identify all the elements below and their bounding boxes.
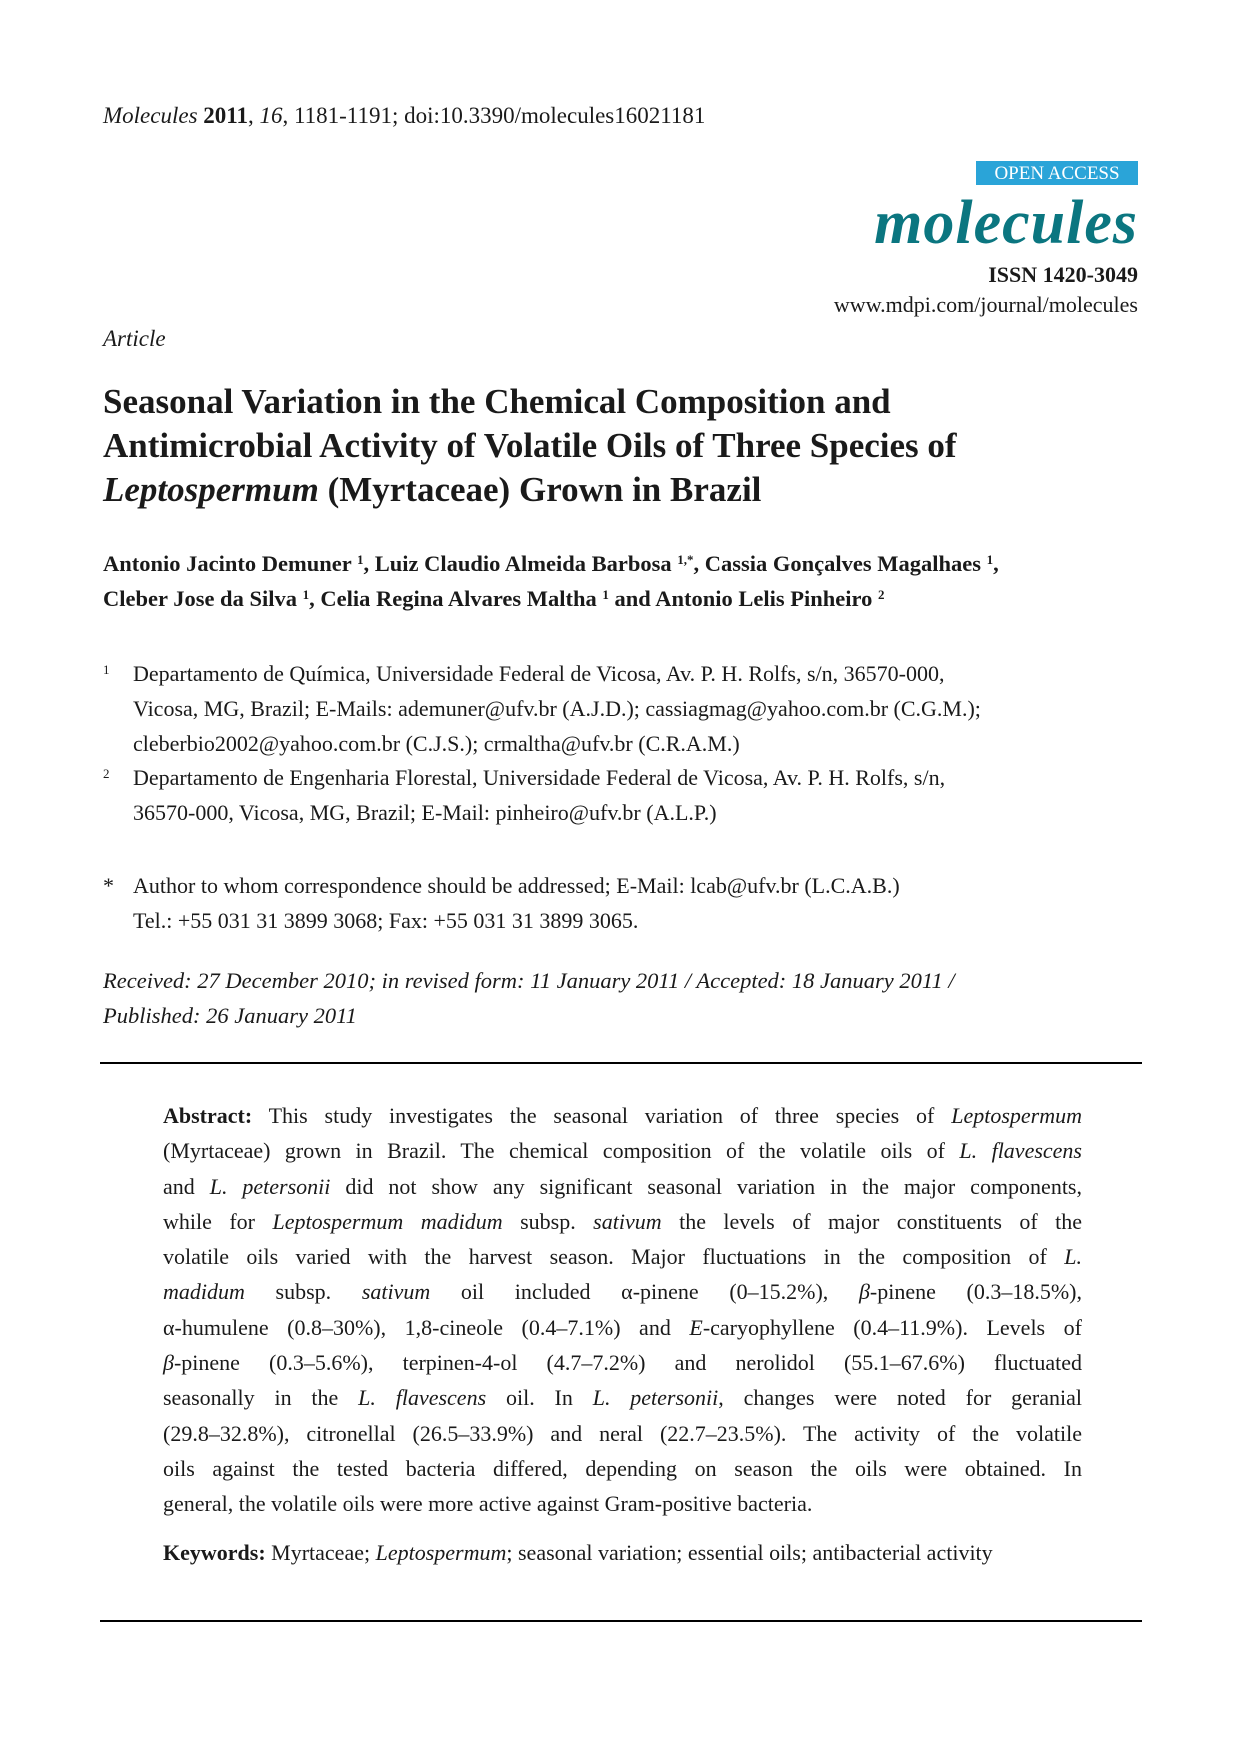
title-line-3 xyxy=(103,468,1153,512)
abstract-line xyxy=(163,1098,1082,1133)
abstract-label: Abstract: xyxy=(163,1103,253,1128)
correspondence-line: Tel.: +55 031 31 3899 3068; Fax: +55 031 31 3899 3065. xyxy=(133,908,639,933)
affiliation-number: 2 xyxy=(103,766,110,781)
author-name: Luiz Claudio Almeida Barbosa xyxy=(374,551,672,576)
affiliation-number: 1 xyxy=(103,662,110,677)
abstract-text: the levels of major constituents of the xyxy=(661,1208,1083,1234)
abstract-italic-term: β xyxy=(858,1279,870,1305)
abstract-text: (29.8–32.8%), citronellal (26.5–33.9%) and neral (22.7–23.5%). The activity of the volatile xyxy=(163,1420,1082,1446)
issn: ISSN 1420-3049 xyxy=(988,262,1138,287)
author-name: Antonio Jacinto Demuner xyxy=(103,551,352,576)
citation-line: Molecules 2011, 16, 1181-1191; doi:10.3390/molecules16021181 xyxy=(103,103,706,128)
affiliation-1 xyxy=(103,656,1143,761)
author-name: Celia Regina Alvares Maltha xyxy=(320,586,597,611)
affiliation-line: Departamento de Química, Universidade Federal de Vicosa, Av. P. H. Rolfs, s/n, 36570-000, xyxy=(133,661,945,686)
correspondence-mark: * xyxy=(103,873,114,898)
abstract-italic-term: L. petersonii xyxy=(209,1173,331,1199)
affiliation-line: Departamento de Engenharia Florestal, Universidade Federal de Vicosa, Av. P. H. Rolfs, s/n, xyxy=(133,765,946,790)
abstract-line xyxy=(163,1239,1082,1274)
abstract-text: α-humulene (0.8–30%), 1,8-cineole (0.4–7.1%) and xyxy=(163,1314,690,1340)
abstract-italic-term: sativum xyxy=(361,1279,431,1305)
abstract-line xyxy=(163,1133,1082,1168)
keywords-text: Myrtaceae; xyxy=(265,1540,376,1565)
abstract-text: (Myrtaceae) grown in Brazil. The chemical composition of the volatile oils of xyxy=(163,1138,960,1164)
abstract-line xyxy=(163,1380,1082,1415)
abstract-italic-term: sativum xyxy=(593,1208,662,1234)
abstract-text: while for xyxy=(163,1208,273,1234)
abstract-italic-term: Leptospermum xyxy=(951,1103,1082,1128)
affiliation-2 xyxy=(103,760,1143,830)
citation-pages-doi: , 1181-1191; doi:10.3390/molecules16021181 xyxy=(282,103,706,128)
divider-top xyxy=(100,1062,1142,1064)
title-genus: Leptospermum xyxy=(103,470,319,509)
abstract-italic-term: E xyxy=(689,1314,703,1340)
keyword-italic: Leptospermum xyxy=(375,1540,507,1565)
abstract-italic-term: L. xyxy=(1064,1244,1082,1270)
abstract-line xyxy=(163,1345,1082,1380)
correspondence-line: Author to whom correspondence should be addressed; E-Mail: lcab@ufv.br (L.C.A.B.) xyxy=(133,873,900,898)
publication-dates xyxy=(103,963,955,1033)
open-access-badge: OPEN ACCESS xyxy=(976,161,1138,185)
abstract-text: seasonally in the xyxy=(163,1385,359,1411)
author-line-2: Cleber Jose da Silva $^1$, Celia Regina Alvares Maltha $^1$ and Antonio Lelis Pinheiro $^2$ xyxy=(103,586,885,611)
author-affiliation-mark: 1 xyxy=(986,552,994,567)
abstract-text: oil included α-pinene (0–15.2%), xyxy=(430,1279,859,1305)
dates-line-2: Published: 26 January 2011 xyxy=(103,1003,357,1028)
correspondence-note xyxy=(103,868,1143,938)
article-type: Article xyxy=(103,326,166,351)
abstract-text: -pinene (0.3–5.6%), terpinen-4-ol (4.7–7.2%) and nerolidol (55.1–67.6%) fluctuated xyxy=(173,1350,1082,1376)
title-line-2: Antimicrobial Activity of Volatile Oils of Three Species of xyxy=(103,426,957,465)
journal-website[interactable]: www.mdpi.com/journal/molecules xyxy=(833,292,1138,317)
abstract-line xyxy=(163,1451,1082,1486)
abstract-italic-term: madidum xyxy=(163,1279,245,1305)
affiliation-line: Vicosa, MG, Brazil; E-Mails: ademuner@ufv.br (A.J.D.); cassiagmag@yahoo.com.br (C.G.M.); xyxy=(133,696,981,721)
dates-line-1: Received: 27 December 2010; in revised form: 11 January 2011 / Accepted: 18 January 2011 / xyxy=(103,968,955,993)
abstract-text: volatile oils varied with the harvest season. Major fluctuations in the composition of xyxy=(163,1244,1065,1270)
abstract-text: -caryophyllene (0.4–11.9%). Levels of xyxy=(702,1314,1082,1340)
abstract-italic-term: L. petersonii xyxy=(592,1385,719,1411)
author-name: Antonio Lelis Pinheiro xyxy=(655,586,873,611)
author-line-1: Antonio Jacinto Demuner $^1$, Luiz Claudio Almeida Barbosa $^{1,*}$, Cassia Gonçalves Magalhaes $^1$, xyxy=(103,551,999,576)
keywords-label: Keywords: xyxy=(163,1540,266,1565)
author-affiliation-mark: 1,* xyxy=(677,552,694,567)
abstract-line xyxy=(163,1310,1082,1345)
abstract-italic-term: β xyxy=(163,1350,174,1376)
abstract-line xyxy=(163,1416,1082,1451)
abstract xyxy=(163,1098,1082,1522)
abstract-text: subsp. xyxy=(502,1208,594,1234)
abstract-text: general, the volatile oils were more active against Gram-positive bacteria. xyxy=(163,1491,813,1517)
citation-journal: Molecules xyxy=(103,103,198,128)
author-affiliation-mark: 1 xyxy=(302,587,310,602)
journal-logo: molecules xyxy=(874,189,1138,257)
abstract-text: oils against the tested bacteria differed, depending on season the oils were obtained. In xyxy=(163,1455,1082,1481)
paper-title xyxy=(103,380,1153,512)
affiliation-line: cleberbio2002@yahoo.com.br (C.J.S.); crmaltha@ufv.br (C.R.A.M.) xyxy=(133,731,740,756)
abstract-text: , changes were noted for geranial xyxy=(718,1385,1082,1411)
abstract-italic-term: Leptospermum madidum xyxy=(272,1208,503,1234)
abstract-text: -pinene (0.3–18.5%), xyxy=(869,1279,1083,1305)
author-affiliation-mark: 2 xyxy=(877,587,885,602)
keywords-text: ; seasonal variation; essential oils; antibacterial activity xyxy=(506,1540,993,1565)
author-list xyxy=(103,546,1143,616)
title-line-1: Seasonal Variation in the Chemical Composition and xyxy=(103,382,891,421)
abstract-line xyxy=(163,1169,1082,1204)
abstract-line xyxy=(163,1486,1082,1521)
abstract-text: This study investigates the seasonal variation of three species of xyxy=(252,1103,952,1128)
affiliation-line: 36570-000, Vicosa, MG, Brazil; E-Mail: pinheiro@ufv.br (A.L.P.) xyxy=(133,800,717,825)
abstract-text: and xyxy=(163,1173,210,1199)
author-affiliation-mark: 1 xyxy=(602,587,609,602)
divider-bottom xyxy=(100,1620,1142,1622)
author-name: Cassia Gonçalves Magalhaes xyxy=(704,551,982,576)
abstract-italic-term: L. flavescens xyxy=(358,1385,487,1411)
author-affiliation-mark: 1 xyxy=(356,552,364,567)
title-line-3-rest: (Myrtaceae) Grown in Brazil xyxy=(318,470,762,509)
abstract-text: subsp. xyxy=(244,1279,362,1305)
citation-volume: 16 xyxy=(259,103,283,128)
abstract-text: oil. In xyxy=(486,1385,593,1411)
abstract-italic-term: L. flavescens xyxy=(959,1138,1082,1164)
author-name: Cleber Jose da Silva xyxy=(103,586,297,611)
citation-year: 2011 xyxy=(203,103,248,128)
abstract-line xyxy=(163,1274,1082,1309)
abstract-text: did not show any significant seasonal variation in the major components, xyxy=(330,1173,1082,1199)
abstract-line xyxy=(163,1204,1082,1239)
keywords xyxy=(163,1540,993,1566)
